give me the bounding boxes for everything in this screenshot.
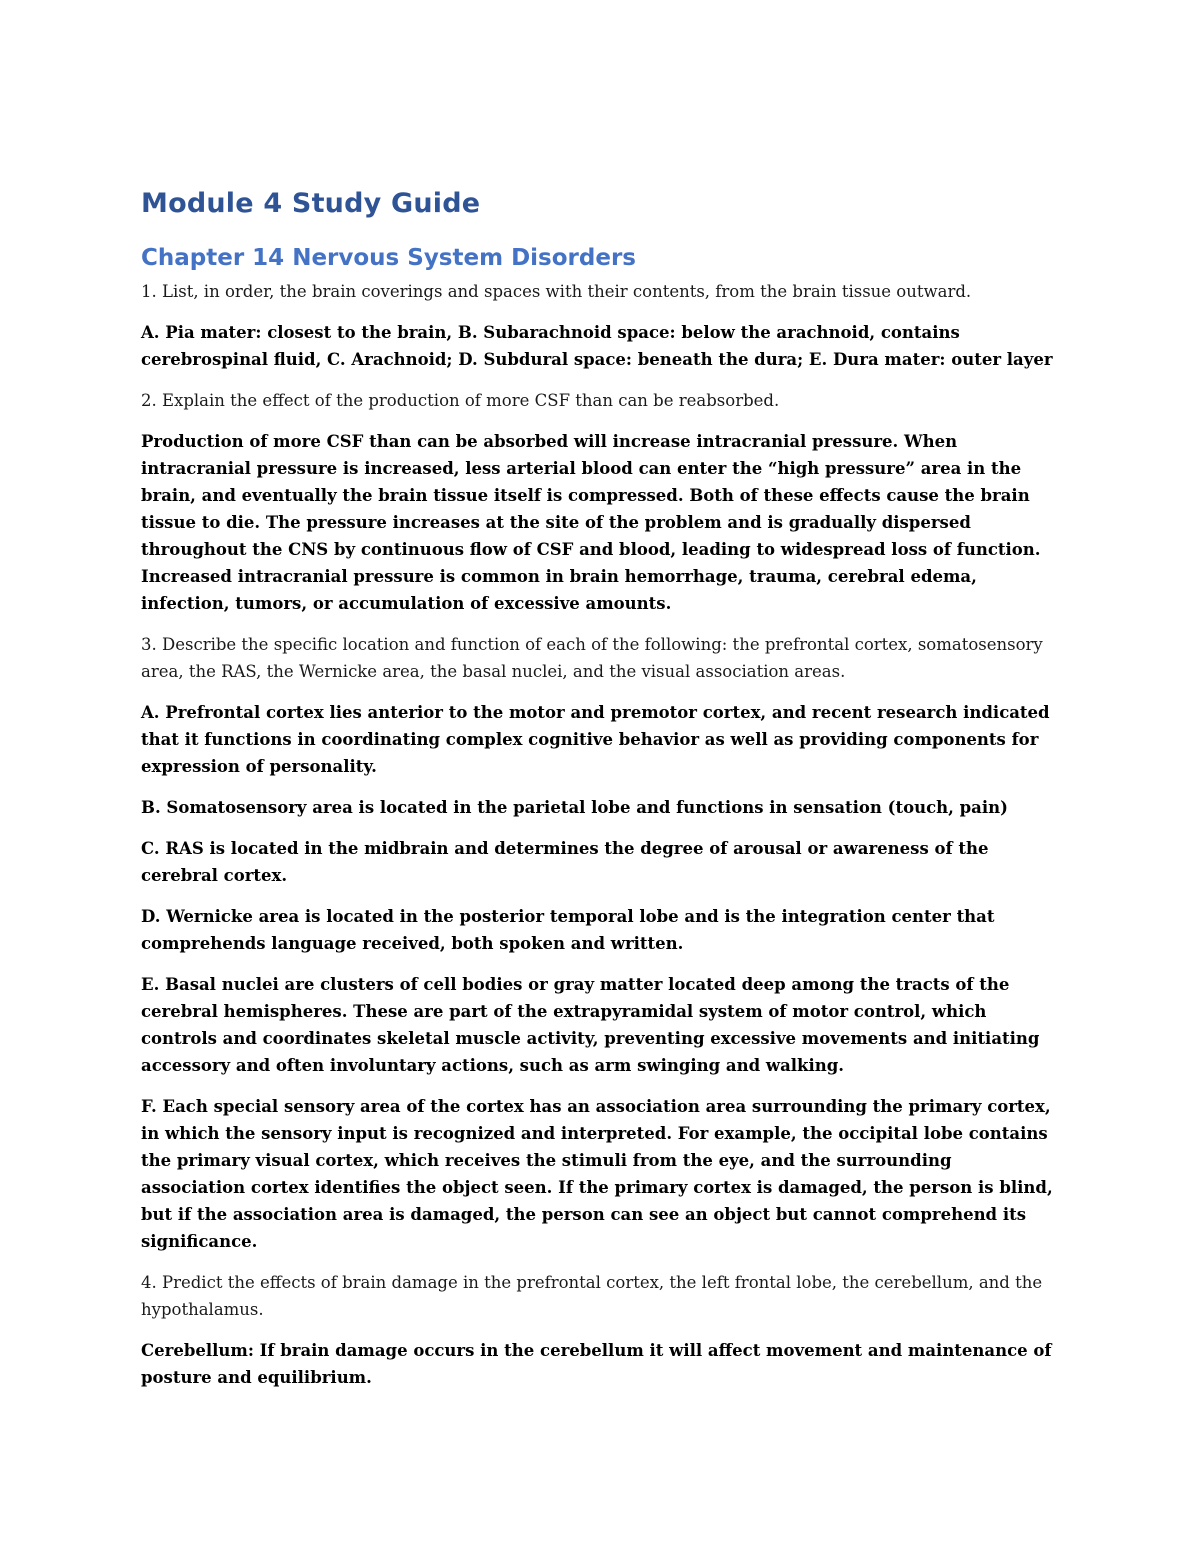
answer-3-a: A. Prefrontal cortex lies anterior to the motor and premotor cortex, and recent research indicated that it functions in coordinating complex cognitive behavior as well as providing components for expression of personality. bbox=[141, 703, 1050, 776]
answer-1-a: A. Pia mater: closest to the brain, B. Subarachnoid space: below the arachnoid, contains cerebrospinal fluid, C. Arachnoid; D. Subdural space: beneath the dura; E. Dura mater: outer layer bbox=[141, 323, 1053, 369]
document-page bbox=[141, 186, 1061, 1405]
answer-3-c: C. RAS is located in the midbrain and determines the degree of arousal or awareness of the cerebral cortex. bbox=[141, 839, 989, 885]
answer-3-f: F. Each special sensory area of the cortex has an association area surrounding the primary cortex, in which the sensory input is recognized and interpreted. For example, the occipital lobe contains the primary visual cortex, which receives the stimuli from the eye, and the surrounding association cortex identifies the object seen. If the primary cortex is damaged, the person is blind, but if the association area is damaged, the person can see an object but cannot comprehend its significance. bbox=[141, 1097, 1053, 1251]
question-3: 3. Describe the specific location and function of each of the following: the prefrontal cortex, somatosensory area, the RAS, the Wernicke area, the basal nuclei, and the visual association areas. bbox=[141, 635, 1043, 681]
question-2: 2. Explain the effect of the production of more CSF than can be reabsorbed. bbox=[141, 391, 780, 410]
answer-3-d: D. Wernicke area is located in the posterior temporal lobe and is the integration center that comprehends language received, both spoken and written. bbox=[141, 907, 995, 953]
answer-4-a: Cerebellum: If brain damage occurs in the cerebellum it will affect movement and maintenance of posture and equilibrium. bbox=[141, 1341, 1052, 1387]
answer-2-a: Production of more CSF than can be absorbed will increase intracranial pressure. When intracranial pressure is increased, less arterial blood can enter the “high pressure” area in the brain, and eventually the brain tissue itself is compressed. Both of these effects cause the brain tissue to die. The pressure increases at the site of the problem and is gradually dispersed throughout the CNS by continuous flow of CSF and blood, leading to widespread loss of function. Increased intracranial pressure is common in brain hemorrhage, trauma, cerebral edema, infection, tumors, or accumulation of excessive amounts. bbox=[141, 432, 1041, 613]
document-title: Module 4 Study Guide bbox=[141, 188, 481, 219]
answer-3-b: B. Somatosensory area is located in the parietal lobe and functions in sensation (touch, pain) bbox=[141, 798, 1008, 817]
question-4: 4. Predict the effects of brain damage in the prefrontal cortex, the left frontal lobe, the cerebellum, and the hypothalamus. bbox=[141, 1273, 1043, 1319]
answer-3-e: E. Basal nuclei are clusters of cell bodies or gray matter located deep among the tracts of the cerebral hemispheres. These are part of the extrapyramidal system of motor control, which controls and coordinates skeletal muscle activity, preventing excessive movements and initiating accessory and often involuntary actions, such as arm swinging and walking. bbox=[141, 975, 1040, 1075]
chapter-heading: Chapter 14 Nervous System Disorders bbox=[141, 245, 636, 271]
question-1: 1. List, in order, the brain coverings and spaces with their contents, from the brain tissue outward. bbox=[141, 282, 972, 301]
